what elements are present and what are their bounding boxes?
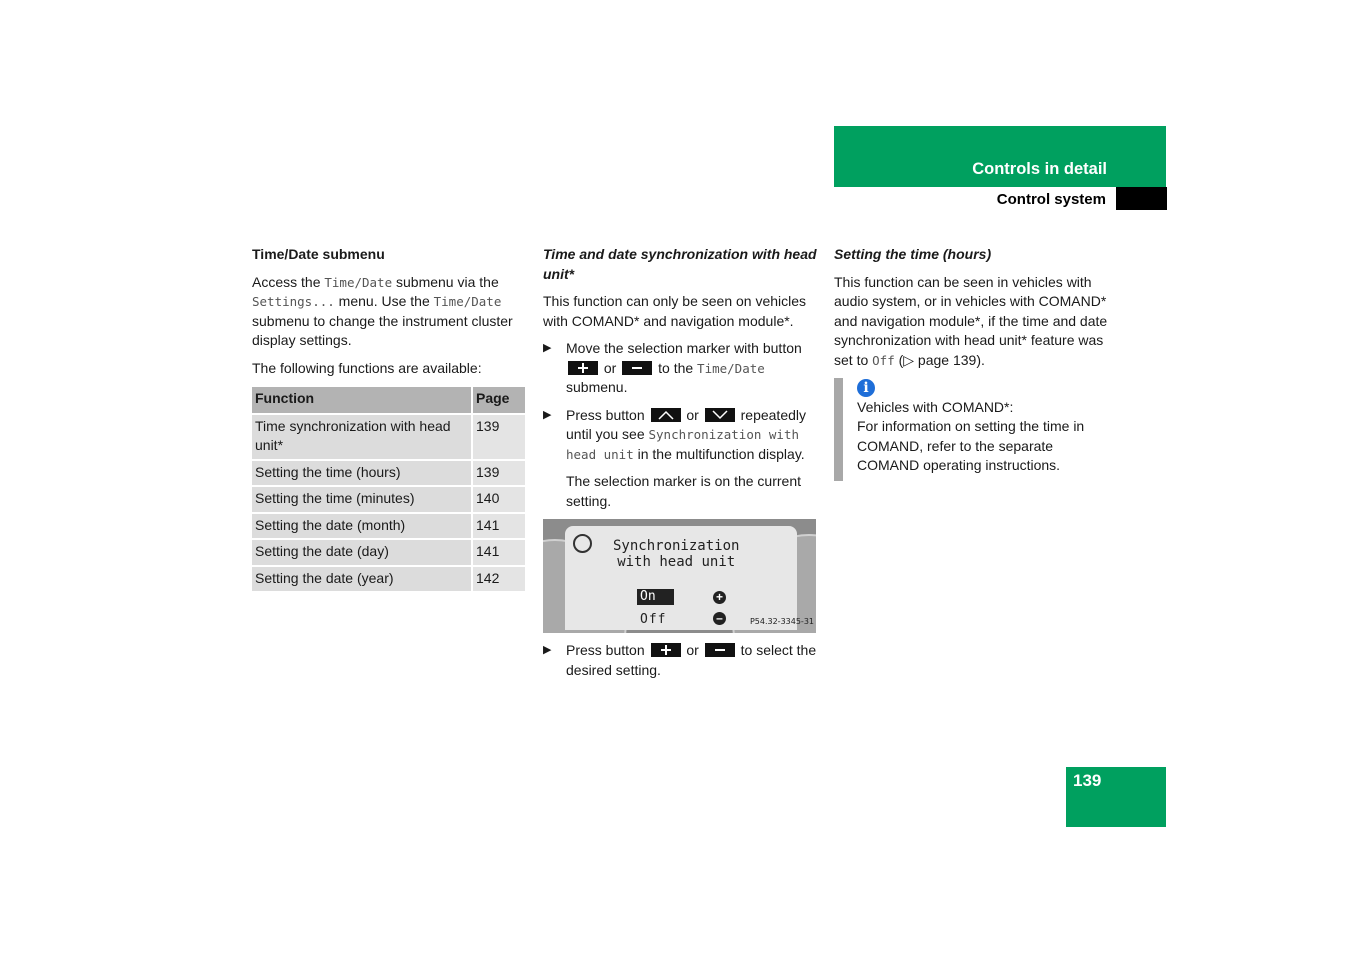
column-3 [834, 245, 1112, 481]
table-row [252, 487, 525, 514]
table-cell-page: 139 [473, 415, 525, 461]
selection-note: The selection marker is on the current setting. [566, 473, 801, 509]
col-header-page: Page [473, 387, 525, 415]
table-cell-page: 142 [473, 567, 525, 594]
table-cell-function: Setting the date (month) [252, 514, 473, 541]
table-cell-page: 141 [473, 514, 525, 541]
intro-paragraph: Access the Time/Date submenu via the Settings... menu. Use the Time/Date submenu to change the instrument cluster display settings. [252, 273, 513, 348]
heading-time-date-submenu: Time/Date submenu [252, 246, 385, 262]
code-time-date: Time/Date [433, 294, 502, 309]
table-header-row [252, 387, 525, 415]
sync-intro: This function can only be seen on vehicles with COMAND* and navigation module*. [543, 293, 807, 329]
minus-circle-icon: – [713, 612, 726, 625]
bullet-triangle-icon: ▶ [543, 644, 552, 656]
table-cell-page: 139 [473, 461, 525, 488]
down-button-icon [705, 408, 735, 422]
step-2: ▶ Press button or repeatedly until you see Synchronization with head unit in the multifunction display. The selection marker is on the current setting. [543, 406, 818, 512]
column-2 [543, 245, 818, 688]
column-1 [252, 245, 527, 593]
plus-circle-icon: + [713, 591, 726, 604]
section-title: Control system [996, 191, 1106, 208]
clock-icon [573, 534, 592, 553]
chapter-title: Controls in detail [972, 160, 1107, 178]
following-text: The following functions are available: [252, 359, 482, 376]
table-row [252, 461, 525, 488]
code-off: Off [872, 352, 895, 368]
table-cell-page: 140 [473, 487, 525, 514]
image-reference: P54.32-3345-31 [749, 616, 814, 626]
table-row [252, 567, 525, 594]
minus-button-icon [705, 643, 735, 657]
code-settings: Settings... [252, 294, 335, 309]
info-line-1: Vehicles with COMAND*: [857, 398, 1014, 415]
bullet-triangle-icon: ▶ [543, 408, 552, 421]
option-off: Off [640, 612, 667, 627]
functions-table [252, 387, 525, 593]
table-row [252, 540, 525, 567]
table-cell-function: Setting the time (hours) [252, 461, 473, 488]
table-row [252, 415, 525, 461]
bullet-triangle-icon: ▶ [543, 342, 552, 354]
table-cell-function: Setting the date (day) [252, 540, 473, 567]
code-time-date: Time/Date [697, 360, 765, 376]
info-box [834, 378, 1112, 481]
table-cell-function: Setting the date (year) [252, 567, 473, 594]
code-time-date: Time/Date [324, 274, 393, 290]
multifunction-display-image [543, 519, 816, 633]
table-row [252, 514, 525, 541]
step-3: ▶ Press button or to select the desired setting. [543, 642, 817, 678]
option-on-selected: On [637, 589, 674, 605]
minus-button-icon [622, 361, 652, 375]
table-cell-function: Time synchronization with head unit* [252, 415, 473, 461]
table-cell-page: 141 [473, 540, 525, 567]
info-line-2: For information on setting the time in COMAND, refer to the separate COMAND operating instructions. [857, 418, 1085, 473]
section-marker [1116, 187, 1167, 210]
table-cell-function: Setting the time (minutes) [252, 487, 473, 514]
page-number: 139 [1073, 771, 1102, 790]
col-header-function: Function [252, 387, 473, 415]
hours-body: This function can be seen in vehicles with audio system, or in vehicles with COMAND* and navigation module*, if the time and date synchronization with head unit* feature was set to Off (▷ page 139). [834, 273, 1108, 368]
plus-button-icon [568, 361, 598, 375]
info-icon: i [857, 379, 875, 397]
display-title: Synchronization with head unit [613, 538, 740, 570]
step-1: ▶ Move the selection marker with button or to the Time/Date submenu. [543, 340, 802, 395]
heading-synchronization: Time and date synchronization with head unit* [543, 246, 817, 282]
heading-setting-time-hours: Setting the time (hours) [834, 246, 992, 262]
up-button-icon [651, 408, 681, 422]
code-synchronization: Synchronization with head unit [566, 427, 800, 462]
plus-button-icon [651, 643, 681, 657]
